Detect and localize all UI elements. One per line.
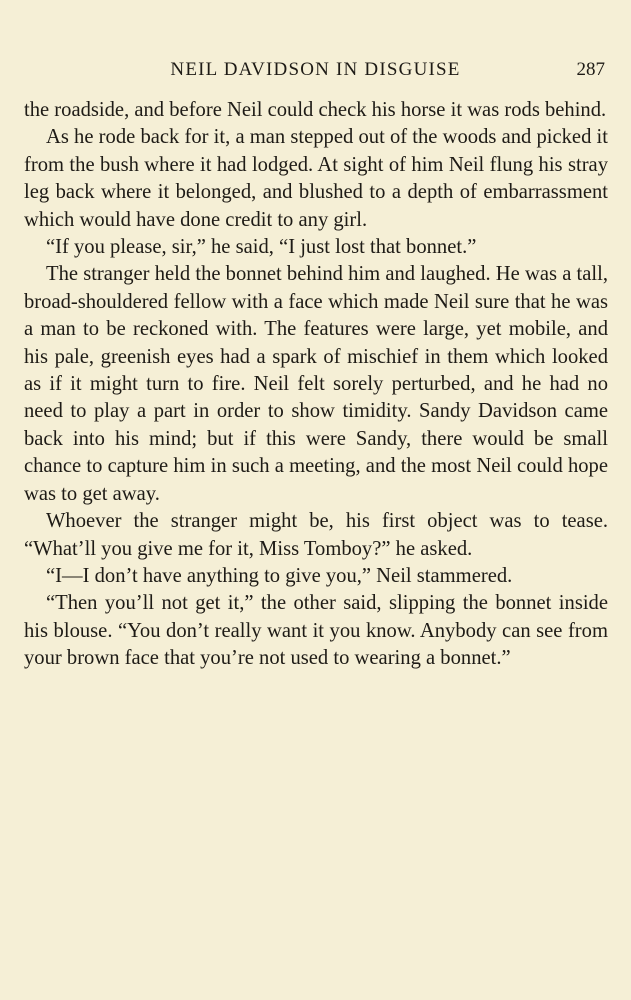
paragraph: “Then you’ll not get it,” the other said, slipping the bonnet inside his blouse. “You don’t really want it you know. Anybody can see from your brown face that you’re not used to wearing a bonnet.”: [24, 592, 608, 670]
paragraph: As he rode back for it, a man stepped out of the woods and picked it from the bush where it had lodged. At sight of him Neil flung his stray leg back where it belonged, and blushed to a depth of embarrassment which would have done credit to any girl.: [24, 126, 608, 231]
paragraph: Whoever the stranger might be, his first object was to tease. “What’ll you give me for it, Miss Tomboy?” he asked.: [24, 510, 608, 560]
paragraph: The stranger held the bonnet behind him and laughed. He was a tall, broad-shouldered fellow with a face which made Neil sure that he was a man to be reckoned with. The features were large, yet mobile, and his pale, greenish eyes had a spark of mischief in them which looked as if it might turn to fire. Neil felt sorely perturbed, and he had no need to play a part in order to show timidity. Sandy Davidson came back into his mind; but if this were Sandy, there would be small chance to capture him in such a meeting, and the most Neil could hope was to get away.: [24, 263, 608, 505]
paragraph-continued: the roadside, and before Neil could check his horse it was rods behind.: [24, 99, 607, 121]
paragraph: “I—I don’t have anything to give you,” Neil stammered.: [46, 564, 513, 587]
page-number: 287: [576, 59, 605, 80]
body-text: [24, 97, 608, 673]
running-header: [24, 56, 607, 84]
running-title: NEIL DAVIDSON IN DISGUISE: [170, 59, 461, 80]
paragraph: “If you please, sir,” he said, “I just lost that bonnet.”: [46, 236, 477, 259]
